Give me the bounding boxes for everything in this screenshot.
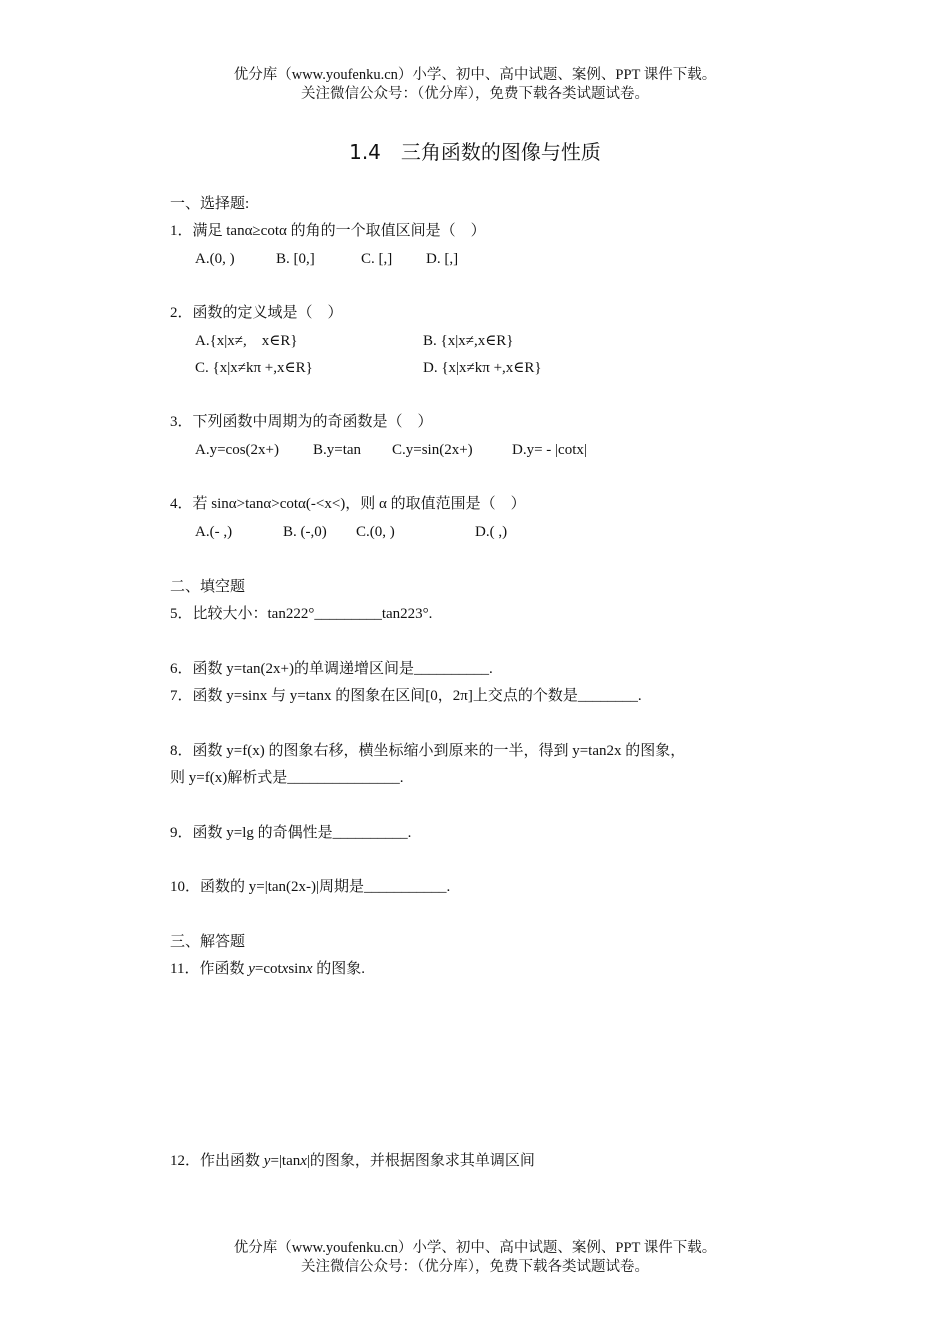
question-8-line-1: 8．函数 y=f(x) 的图象右移，横坐标缩小到原来的一半，得到 y=tan2x 的图象， — [170, 743, 686, 759]
q12-suffix: |的图象，并根据图象求其单调区间 — [306, 1153, 535, 1169]
q12-var-x: x — [300, 1153, 307, 1169]
question-9: 9．函数 y=lg 的奇偶性是__________. — [170, 825, 412, 841]
header-line-2: 关注微信公众号：（优分库），免费下载各类试题试卷。 — [301, 86, 649, 102]
q1-option-a: A.(0, ) — [195, 251, 235, 267]
question-12 — [170, 1151, 535, 1171]
section-heading-fill: 二、填空题 — [170, 579, 246, 595]
q11-prefix: 11．作函数 — [170, 961, 249, 977]
q1-option-d: D. [,] — [426, 251, 459, 267]
q4-option-b: B. (-,0) — [283, 524, 327, 540]
q2-option-a: A.{x|x≠, x∈R} — [195, 333, 298, 349]
q4-option-d: D.( ,) — [475, 524, 508, 540]
q4-option-c: C.(0, ) — [356, 524, 395, 540]
q3-option-c: C.y=sin(2x+) — [392, 442, 473, 458]
q11-suffix: 的图象. — [312, 961, 366, 977]
q3-option-d: D.y= - |cotx| — [512, 442, 587, 458]
section-heading-choice: 一、选择题: — [170, 196, 250, 212]
q12-eq: =|tan — [270, 1153, 301, 1169]
q12-var-y: y — [263, 1153, 271, 1169]
section-heading-answer: 三、解答题 — [170, 934, 246, 950]
question-4-stem: 4．若 sinα>tanα>cotα(-<x<)，则 α 的取值范围是（ ） — [170, 496, 526, 512]
q3-option-a: A.y=cos(2x+) — [195, 442, 279, 458]
footer-line-1: 优分库（www.youfenku.cn）小学、初中、高中试题、案例、PPT 课件下载。 — [233, 1240, 717, 1256]
q11-var-y: y — [248, 961, 255, 977]
q2-option-c: C. {x|x≠kπ +,x∈R} — [195, 360, 313, 376]
q3-option-b: B.y=tan — [313, 442, 362, 458]
q11-sin: sin — [288, 961, 306, 977]
question-1-stem: 1．满足 tanα≥cotα 的角的一个取值区间是（ ） — [170, 223, 486, 239]
question-3-stem: 3．下列函数中周期为的奇函数是（ ） — [170, 414, 433, 430]
q11-var-x1: x — [281, 961, 289, 977]
page-title: 1.4 三角函数的图像与性质 — [349, 140, 601, 164]
q1-option-c: C. [,] — [361, 251, 393, 267]
q4-option-a: A.(- ,) — [195, 524, 233, 540]
question-5: 5．比较大小：tan222°_________tan223°. — [170, 606, 433, 622]
q11-var-x2: x — [305, 961, 313, 977]
header-line-1: 优分库（www.youfenku.cn）小学、初中、高中试题、案例、PPT 课件下载。 — [233, 67, 717, 83]
question-11 — [170, 959, 365, 979]
question-8-line-2: 则 y=f(x)解析式是_______________. — [170, 770, 404, 786]
question-6: 6．函数 y=tan(2x+)的单调递增区间是__________. — [170, 661, 493, 677]
q11-eq: =cot — [254, 961, 282, 977]
q12-prefix: 12．作出函数 — [170, 1153, 264, 1169]
footer-line-2: 关注微信公众号：（优分库），免费下载各类试题试卷。 — [301, 1259, 649, 1275]
q1-option-b: B. [0,] — [276, 251, 315, 267]
question-10: 10．函数的 y=|tan(2x-)|周期是___________. — [170, 879, 451, 895]
q2-option-b: B. {x|x≠,x∈R} — [423, 333, 514, 349]
question-2-stem: 2．函数的定义域是（ ） — [170, 305, 343, 321]
q2-option-d: D. {x|x≠kπ +,x∈R} — [423, 360, 542, 376]
question-7: 7．函数 y=sinx 与 y=tanx 的图象在区间[0，2π]上交点的个数是________. — [170, 688, 642, 704]
